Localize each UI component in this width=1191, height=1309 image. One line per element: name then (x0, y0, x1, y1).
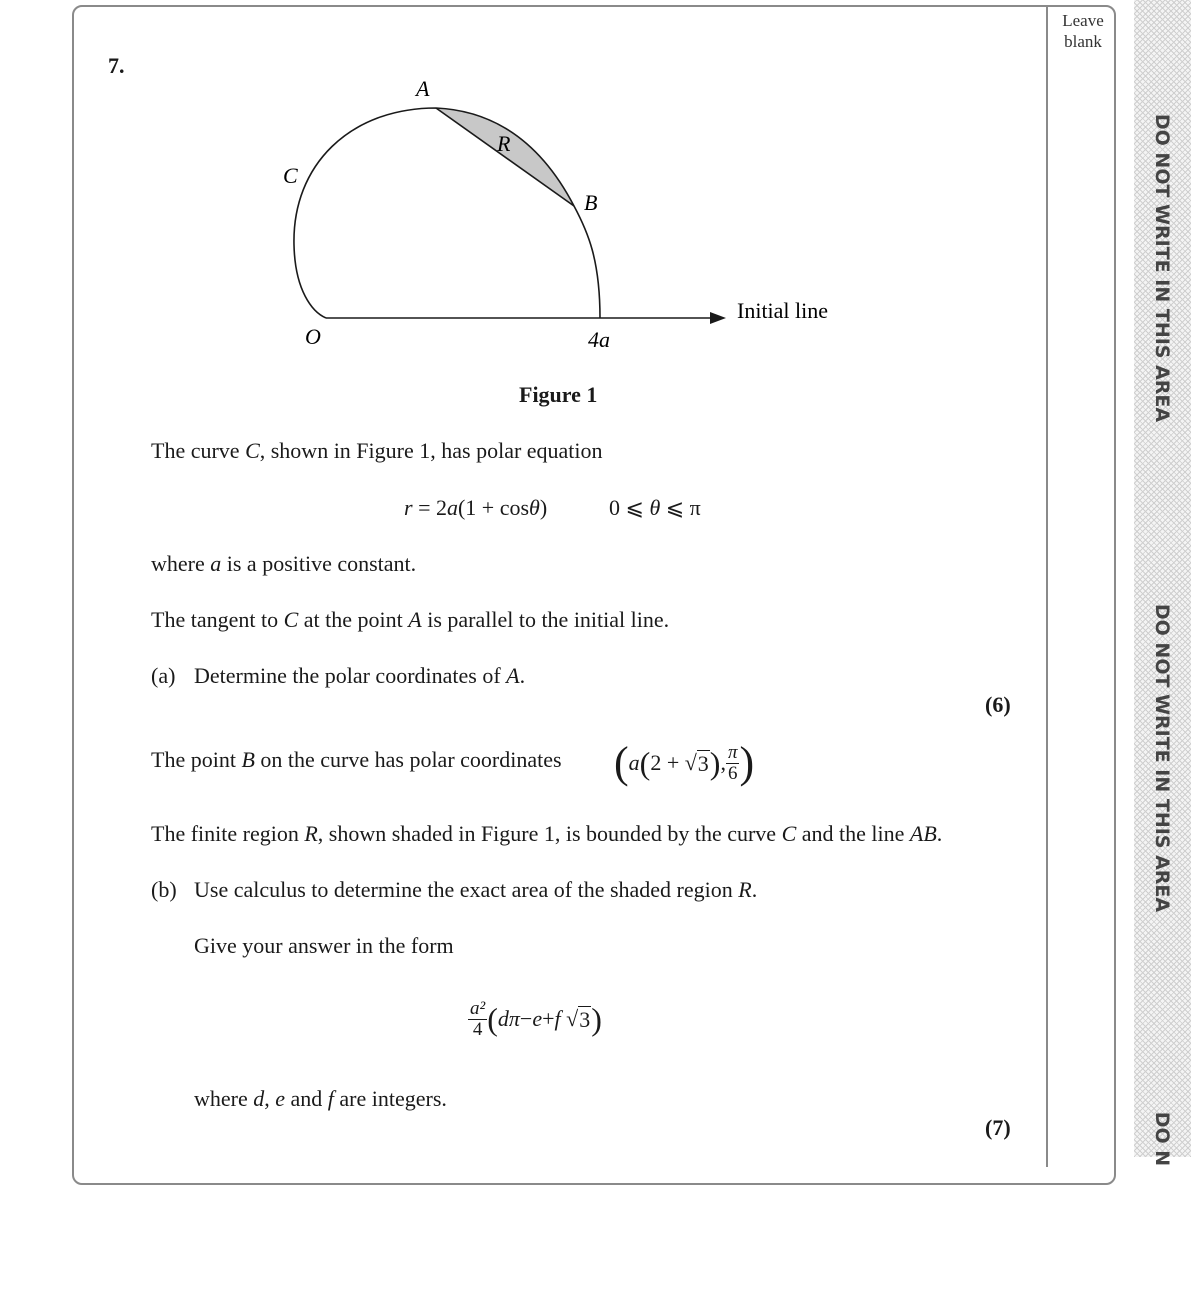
do-not-write-warning: DO N (1151, 1111, 1173, 1167)
point-b-text: The point B on the curve has polar coordinates (151, 747, 562, 772)
part-a-label: (a) (151, 663, 176, 688)
label-o: O (305, 324, 321, 349)
figure-caption: Figure 1 (519, 382, 598, 407)
intro-text: The curve C, shown in Figure 1, has polar equation (151, 438, 603, 463)
theta-range: 0 ⩽ θ ⩽ π (609, 495, 701, 520)
label-a: A (416, 76, 430, 101)
figure-1 (0, 0, 1000, 420)
do-not-write-warning: DO NOT WRITE IN THIS AREA (1151, 113, 1173, 423)
tangent-text: The tangent to C at the point A is parallel to the initial line. (151, 607, 670, 632)
initial-line-arrowhead (710, 312, 726, 324)
label-r: R (497, 131, 511, 156)
part-b-label: (b) (151, 877, 177, 902)
margin-divider (1046, 7, 1048, 1167)
leave-blank-label: Leave blank (1062, 11, 1104, 51)
chord-ab (436, 108, 574, 206)
point-b-coordinates: ( a ( 2 + √ 3 ) , $\frac{\pi}{6}$ ) (614, 738, 755, 787)
label-c: C (283, 163, 298, 188)
label-4a: 4a (588, 327, 610, 352)
integers-text: where d, e and f are integers. (194, 1086, 447, 1111)
part-b-marks: (7) (985, 1115, 1011, 1140)
initial-line-label: Initial line (737, 298, 829, 323)
do-not-write-warning: DO NOT WRITE IN THIS AREA (1151, 603, 1173, 913)
answer-form-text: Give your answer in the form (194, 933, 454, 958)
answer-form-expression: $\frac{\text{a²}}{4}$ ( d π − e + f √ 3 ) (470, 997, 602, 1040)
polar-equation: r = 2a(1 + cosθ) (404, 495, 548, 520)
curve-c (294, 108, 600, 318)
part-b-text: Use calculus to determine the exact area of the shaded region R. (194, 877, 758, 902)
region-text: The finite region R, shown shaded in Figure 1, is bounded by the curve C and the line AB. (151, 821, 943, 846)
part-a-text: Determine the polar coordinates of A. (194, 663, 526, 688)
question-number: 7. (108, 53, 125, 78)
label-b: B (584, 190, 598, 215)
part-a-marks: (6) (985, 692, 1011, 717)
where-a-text: where a is a positive constant. (151, 551, 417, 576)
